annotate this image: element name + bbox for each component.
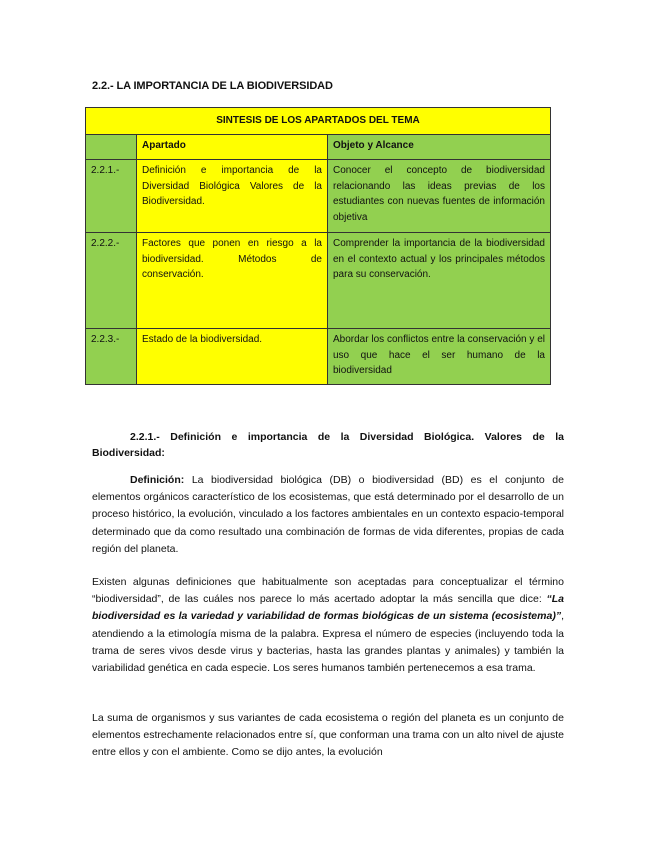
empty-cell — [86, 135, 137, 160]
table-column-headers — [86, 135, 551, 160]
row-apartado: Definición e importancia de la Diversidad Biológica Valores de la Biodiversidad. — [137, 160, 328, 233]
table-row — [86, 160, 551, 233]
paragraph-concept — [92, 574, 564, 677]
table-row — [86, 233, 551, 329]
row-number: 2.2.3.- — [86, 329, 137, 385]
definition-text: La biodiversidad biológica (DB) o biodiversidad (BD) es el conjunto de elementos orgánicos característico de los ecosistemas, que está determinado por el desarrollo de un proceso histórico, la evolución, vinculado a los factores ambientales en un contexto espacio-temporal determinado que da como resultado una combinación de formas de vida diferentes, propias de cada región del planeta. — [92, 474, 564, 555]
concept-text-after: , atendiendo a la etimología misma de la palabra. Expresa el número de especies (incluyendo toda la trama de seres vivos desde virus y bacterias, hasta las grandes plantas y animales) y también la variabilidad genética en cada especie. Los seres humanos también pertenecemos a esa trama. — [92, 610, 564, 675]
paragraph-definition — [92, 472, 564, 558]
paragraph-organisms: La suma de organismos y sus variantes de cada ecosistema o región del planeta es un conjunto de elementos estrechamente relacionados entre sí, que conforman una trama con un alto nivel de ajuste entre ellos y con el ambiente. Como se dijo antes, la evolución — [92, 712, 564, 759]
column-header-objeto: Objeto y Alcance — [328, 135, 551, 160]
concept-quote: “La biodiversidad es la variedad y variabilidad de formas biológicas de un sistema (ecosistema)” — [92, 593, 564, 623]
row-number: 2.2.1.- — [86, 160, 137, 233]
row-apartado: Estado de la biodiversidad. — [137, 329, 328, 385]
table-row — [86, 329, 551, 385]
definition-label: Definición: — [130, 474, 185, 486]
row-objeto: Conocer el concepto de biodiversidad relacionando las ideas previas de los estudiantes con nuevas fuentes de información objetiva — [328, 160, 551, 233]
row-objeto: Comprender la importancia de la biodiversidad en el contexto actual y los principales métodos para su conservación. — [328, 233, 551, 329]
row-number: 2.2.2.- — [86, 233, 137, 329]
concept-text-before: Existen algunas definiciones que habitualmente son aceptadas para conceptualizar el término “biodiversidad”, de las cuáles nos parece lo más acertado adoptar la más sencilla que dice: — [92, 576, 564, 606]
summary-table — [85, 107, 551, 385]
row-objeto: Abordar los conflictos entre la conservación y el uso que hace el ser humano de la biodiversidad — [328, 329, 551, 385]
column-header-apartado: Apartado — [137, 135, 328, 160]
section-title: 2.2.- LA IMPORTANCIA DE LA BIODIVERSIDAD — [92, 80, 333, 92]
row-apartado: Factores que ponen en riesgo a la biodiversidad. Métodos de conservación. — [137, 233, 328, 329]
subsection-heading: 2.2.1.- Definición e importancia de la Diversidad Biológica. Valores de la Biodiversidad: — [92, 431, 564, 459]
table-header: SINTESIS DE LOS APARTADOS DEL TEMA — [86, 108, 551, 135]
